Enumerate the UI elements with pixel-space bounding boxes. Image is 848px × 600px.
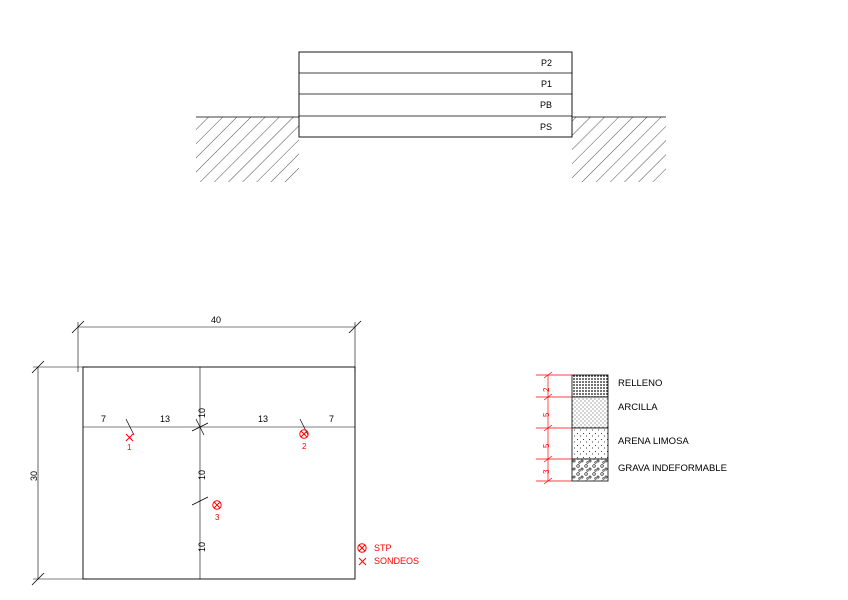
dim-label-h4: 7 [329, 414, 335, 424]
soil-thickness-label-1: 2 [542, 387, 551, 392]
soil-layer-label-arcilla: ARCILLA [618, 402, 658, 413]
dim-label-v1: 10 [197, 407, 207, 418]
soil-thickness-label-4: 3 [542, 469, 551, 474]
soil-column-layers [572, 375, 608, 481]
legend-symbol-sondeos [359, 558, 366, 565]
soil-layer-label-grava-indeformable: GRAVA INDEFORMABLE [618, 463, 727, 474]
legend-label-stp: STP [374, 543, 392, 553]
floor-label-pb: PB [540, 100, 553, 110]
plan-outline [83, 367, 355, 579]
dim-label-h1: 7 [101, 414, 107, 424]
soil-thickness-label-2: 5 [542, 412, 551, 417]
dim-left-30 [29, 361, 88, 585]
survey-point-label-1: 1 [127, 443, 132, 452]
dim-label-v3: 10 [197, 541, 207, 552]
soil-layer-label-relleno: RELLENO [618, 378, 663, 389]
soil-thickness-label-3: 5 [542, 443, 551, 448]
survey-point-label-2: 2 [302, 442, 307, 451]
dim-label-h3: 13 [258, 414, 269, 424]
floor-label-ps: PS [540, 122, 553, 132]
survey-point-label-3: 3 [215, 513, 220, 522]
soil-layer-label-arena-limosa: ARENA LIMOSA [618, 436, 689, 447]
dim-label-v2: 10 [197, 469, 207, 480]
legend-label-sondeos: SONDEOS [374, 556, 420, 566]
dim-label-top-total: 40 [211, 315, 222, 325]
dim-top-40 [72, 321, 361, 372]
dim-label-left-total: 30 [29, 470, 39, 481]
building-outline [299, 52, 572, 137]
dim-label-h2: 13 [160, 414, 171, 424]
floor-label-p2: P2 [541, 58, 553, 68]
legend-symbol-stp [358, 544, 366, 552]
floor-label-p1: P1 [541, 79, 553, 89]
